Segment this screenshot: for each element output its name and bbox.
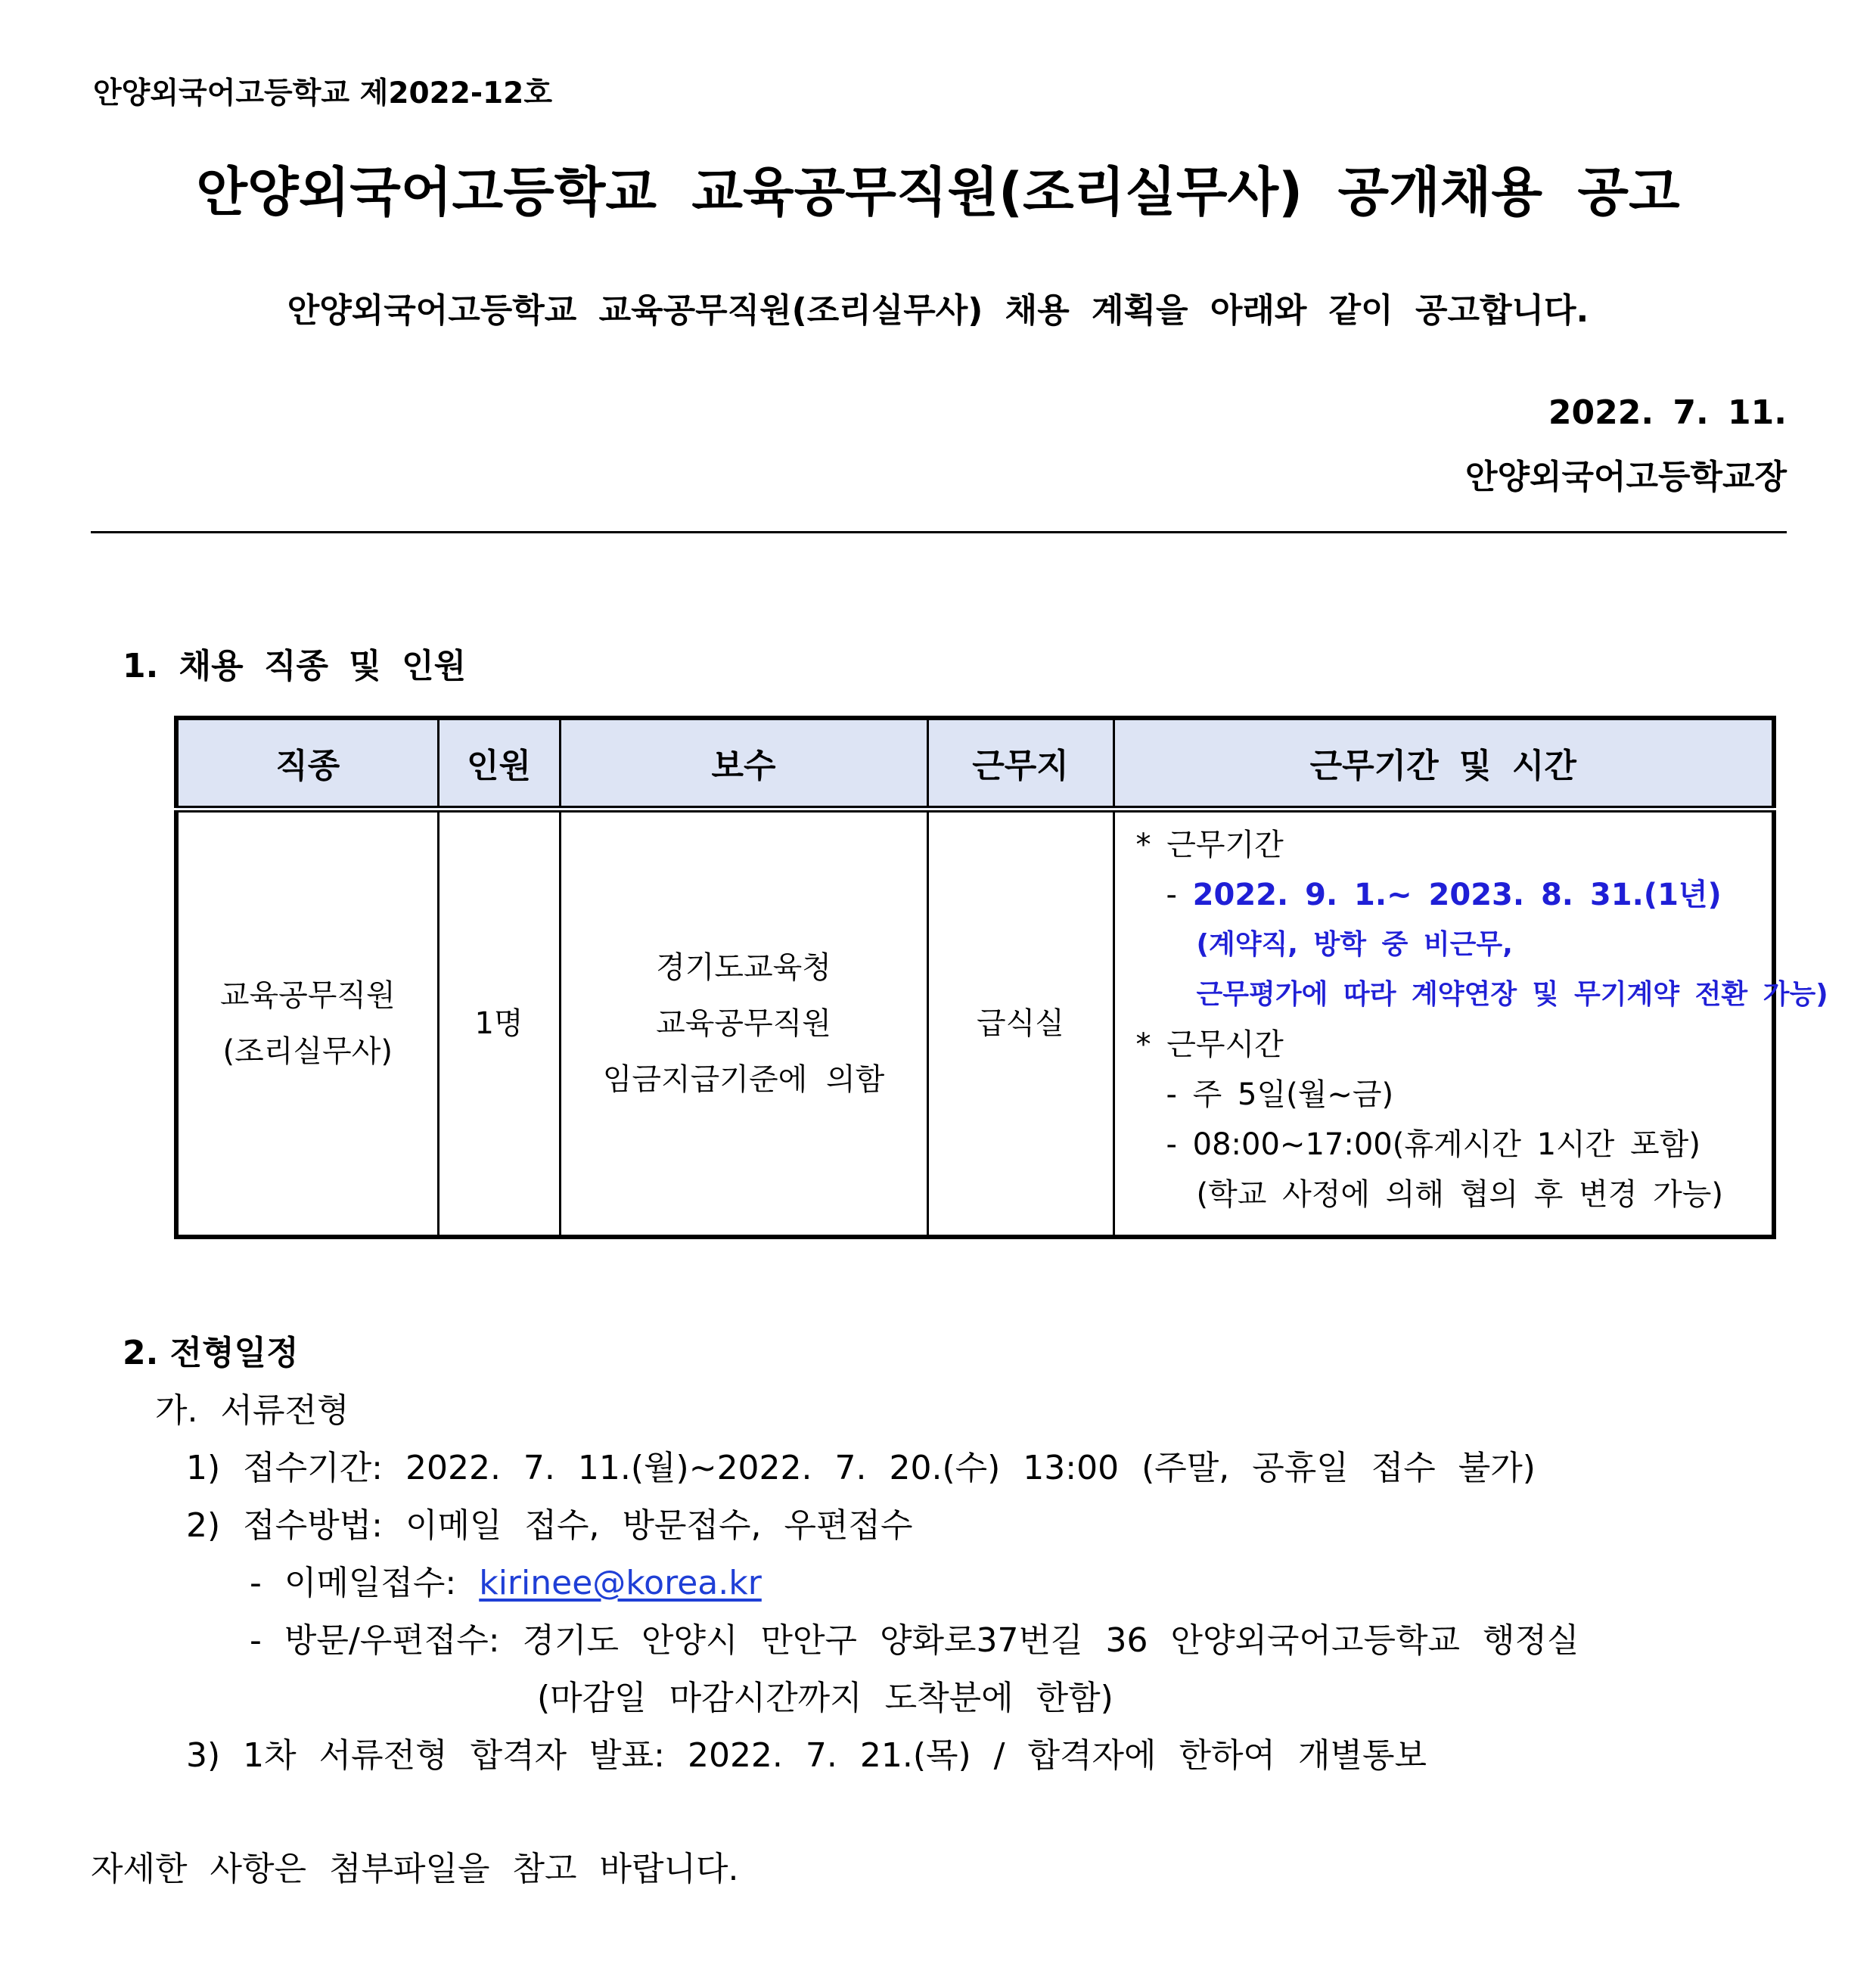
job-type-line: (조리실무사) xyxy=(222,1033,393,1069)
salary-line: 임금지급기준에 의함 xyxy=(602,1061,885,1097)
visit-mail-reception: - 방문/우편접수: 경기도 안양시 만안구 양화로37번길 36 안양외국어고등학교 행정실 xyxy=(250,1621,1579,1660)
salary-line: 경기도교육청 xyxy=(656,949,831,985)
table-row xyxy=(176,809,1774,1237)
reception-method: 2) 접수방법: 이메일 접수, 방문접수, 우편접수 xyxy=(186,1506,913,1545)
header-workplace: 근무지 xyxy=(927,718,1113,809)
cell-job-type xyxy=(176,809,438,1237)
email-reception xyxy=(250,1555,762,1604)
cell-workplace xyxy=(927,809,1113,1237)
cell-period-hours xyxy=(1113,809,1828,1237)
subtitle: 안양외국어고등학교 교육공무직원(조리실무사) 채용 계획을 아래와 같이 공고합니다. xyxy=(287,291,1589,330)
header-period-hours: 근무기간 및 시간 xyxy=(1113,718,1774,809)
email-link[interactable]: kirinee@korea.kr xyxy=(479,1564,762,1602)
reception-period: 1) 접수기간: 2022. 7. 11.(월)~2022. 7. 20.(수) 13:00 (주말, 공휴일 접수 불가) xyxy=(186,1449,1536,1487)
cell-salary xyxy=(560,809,927,1237)
first-result-announcement: 3) 1차 서류전형 합격자 발표: 2022. 7. 21.(목) / 합격자에 한하여 개별통보 xyxy=(186,1736,1427,1775)
document-number: 안양외국어고등학교 제2022-12호 xyxy=(93,76,552,110)
issuer: 안양외국어고등학교장 xyxy=(1464,458,1787,496)
job-type-line: 교육공무직원 xyxy=(219,977,396,1013)
hours-title: * 근무시간 xyxy=(1135,1027,1284,1062)
recruitment-table xyxy=(174,716,1828,1239)
section2-heading: 2. 전형일정 xyxy=(123,1334,299,1372)
table-header-row xyxy=(176,718,1774,809)
workplace-value: 급식실 xyxy=(977,1005,1064,1041)
period-title: * 근무기간 xyxy=(1135,827,1284,862)
page-title: 안양외국어고등학교 교육공무직원(조리실무사) 공개채용 공고 xyxy=(196,161,1680,223)
section1-heading: 1. 채용 직종 및 인원 xyxy=(123,647,467,685)
work-time: - 08:00~17:00(휴게시간 1시간 포함) xyxy=(1166,1126,1701,1162)
divider xyxy=(91,531,1787,533)
work-time-note: (학교 사정에 의해 협의 후 변경 가능) xyxy=(1196,1176,1723,1212)
cell-headcount xyxy=(438,809,560,1237)
contract-note: 근무평가에 따라 계약연장 및 무기계약 전환 가능) xyxy=(1196,978,1828,1010)
header-salary: 보수 xyxy=(560,718,927,809)
closing-note: 자세한 사항은 첨부파일을 참고 바랍니다. xyxy=(91,1850,739,1888)
announcement-date: 2022. 7. 11. xyxy=(1548,393,1787,432)
document-screening-heading: 가. 서류전형 xyxy=(155,1391,349,1430)
period-dash: - xyxy=(1166,877,1177,912)
contract-period: 2022. 9. 1.~ 2023. 8. 31.(1년) xyxy=(1192,877,1722,912)
header-headcount: 인원 xyxy=(438,718,560,809)
salary-line: 교육공무직원 xyxy=(656,1005,831,1041)
header-job-type: 직종 xyxy=(176,718,438,809)
contract-note: (계약직, 방학 중 비근무, xyxy=(1196,928,1513,960)
period-line xyxy=(1136,870,1772,920)
visit-mail-note: (마감일 마감시간까지 도착분에 한함) xyxy=(537,1679,1113,1717)
work-days: - 주 5일(월~금) xyxy=(1166,1077,1394,1112)
headcount-value: 1명 xyxy=(474,1005,523,1041)
email-label: - 이메일접수: xyxy=(250,1564,457,1602)
